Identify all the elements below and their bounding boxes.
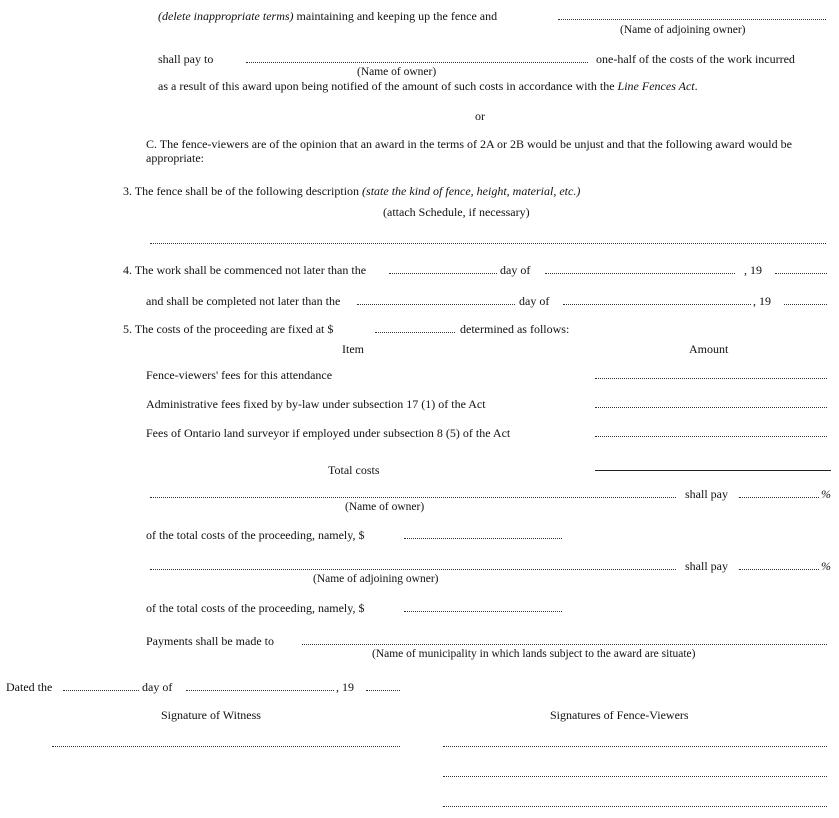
dated-year-prefix: , 19 bbox=[336, 680, 354, 694]
fee-row-surveyor: Fees of Ontario land surveyor if employed under subsection 8 (5) of the Act bbox=[146, 426, 511, 440]
viewer-signature-line-1[interactable] bbox=[443, 746, 827, 747]
col-item-header: Item bbox=[342, 342, 364, 356]
notified-line bbox=[158, 79, 698, 93]
commence-day-blank[interactable] bbox=[389, 273, 497, 274]
complete-month-blank[interactable] bbox=[563, 304, 751, 305]
owner-total-text: of the total costs of the proceeding, namely, $ bbox=[146, 528, 365, 542]
one-half-text: one-half of the costs of the work incurred bbox=[596, 52, 795, 66]
fee-surveyor-amount-blank[interactable] bbox=[595, 436, 827, 437]
adjoining-percent-sign: % bbox=[821, 559, 831, 573]
adjoining-owner-blank[interactable] bbox=[558, 19, 826, 20]
owner-name-blank[interactable] bbox=[246, 62, 588, 63]
payments-to-text: Payments shall be made to bbox=[146, 634, 274, 648]
line-2b-maintaining bbox=[158, 9, 497, 23]
complete-year-blank[interactable] bbox=[784, 304, 827, 305]
fee-admin-amount-blank[interactable] bbox=[595, 407, 827, 408]
owner-name-label: (Name of owner) bbox=[357, 66, 437, 78]
complete-year-prefix: , 19 bbox=[753, 294, 771, 308]
complete-day-of: day of bbox=[519, 294, 550, 308]
commence-year-blank[interactable] bbox=[775, 273, 827, 274]
fence-description-blank[interactable] bbox=[150, 243, 826, 244]
commence-day-of: day of bbox=[500, 263, 531, 277]
adjoining-shall-pay: shall pay bbox=[685, 559, 728, 573]
determined-text: determined as follows: bbox=[460, 322, 570, 336]
payer-owner-label: (Name of owner) bbox=[345, 501, 425, 513]
completed-text: and shall be completed not later than the bbox=[146, 294, 341, 308]
act-name: Line Fences Act bbox=[617, 79, 695, 93]
dated-day-of: day of bbox=[142, 680, 173, 694]
item-3-italic: (state the kind of fence, height, material, etc.) bbox=[362, 184, 581, 198]
section-c-text bbox=[146, 137, 830, 165]
or-separator: or bbox=[475, 109, 485, 123]
delete-terms-italic: (delete inappropriate terms) bbox=[158, 9, 294, 23]
owner-percent-blank[interactable] bbox=[739, 497, 819, 498]
adjoining-percent-blank[interactable] bbox=[739, 569, 819, 570]
col-amount-header: Amount bbox=[689, 342, 729, 356]
viewers-signature-label: Signatures of Fence-Viewers bbox=[550, 708, 689, 722]
fee-row-admin: Administrative fees fixed by by-law under subsection 17 (1) of the Act bbox=[146, 397, 486, 411]
attach-schedule-text: (attach Schedule, if necessary) bbox=[383, 205, 530, 219]
fee-row-viewers: Fence-viewers' fees for this attendance bbox=[146, 368, 333, 382]
total-costs-label: Total costs bbox=[328, 463, 380, 477]
dated-year-blank[interactable] bbox=[366, 690, 400, 691]
item-3-line bbox=[123, 184, 580, 198]
adjoining-owner-label: (Name of adjoining owner) bbox=[620, 24, 746, 36]
item-3-text: 3. The fence shall be of the following description bbox=[123, 184, 360, 198]
notified-period: . bbox=[694, 79, 698, 93]
item-5-text: 5. The costs of the proceeding are fixed at $ bbox=[123, 322, 334, 336]
viewer-signature-line-2[interactable] bbox=[443, 776, 827, 777]
owner-amount-blank[interactable] bbox=[404, 538, 562, 539]
payer-adjoining-label: (Name of adjoining owner) bbox=[313, 573, 439, 585]
owner-percent-sign: % bbox=[821, 487, 831, 501]
complete-day-blank[interactable] bbox=[357, 304, 515, 305]
dated-month-blank[interactable] bbox=[186, 690, 334, 691]
dated-day-blank[interactable] bbox=[63, 690, 139, 691]
payer-adjoining-blank[interactable] bbox=[150, 569, 676, 570]
witness-signature-label: Signature of Witness bbox=[161, 708, 261, 722]
dated-the-text: Dated the bbox=[6, 680, 53, 694]
municipality-blank[interactable] bbox=[302, 644, 827, 645]
notified-text: as a result of this award upon being notified of the amount of such costs in accordance with the bbox=[158, 79, 615, 93]
commence-year-prefix: , 19 bbox=[744, 263, 762, 277]
maintaining-text: maintaining and keeping up the fence and bbox=[296, 9, 498, 23]
shall-pay-to-text: shall pay to bbox=[158, 52, 214, 66]
fee-viewers-amount-blank[interactable] bbox=[595, 378, 827, 379]
payer-owner-blank[interactable] bbox=[150, 497, 676, 498]
owner-shall-pay: shall pay bbox=[685, 487, 728, 501]
viewer-signature-line-3[interactable] bbox=[443, 806, 827, 807]
adjoining-amount-blank[interactable] bbox=[404, 611, 562, 612]
witness-signature-line[interactable] bbox=[52, 746, 400, 747]
section-c-body: C. The fence-viewers are of the opinion that an award in the terms of 2A or 2B would be unjust and that the following award would be appropriate: bbox=[146, 137, 792, 165]
adjoining-total-text: of the total costs of the proceeding, namely, $ bbox=[146, 601, 365, 615]
total-costs-rule bbox=[595, 470, 831, 471]
costs-total-blank[interactable] bbox=[375, 332, 455, 333]
commence-month-blank[interactable] bbox=[545, 273, 735, 274]
municipality-label: (Name of municipality in which lands subject to the award are situate) bbox=[372, 648, 696, 660]
item-4-text: 4. The work shall be commenced not later than the bbox=[123, 263, 367, 277]
